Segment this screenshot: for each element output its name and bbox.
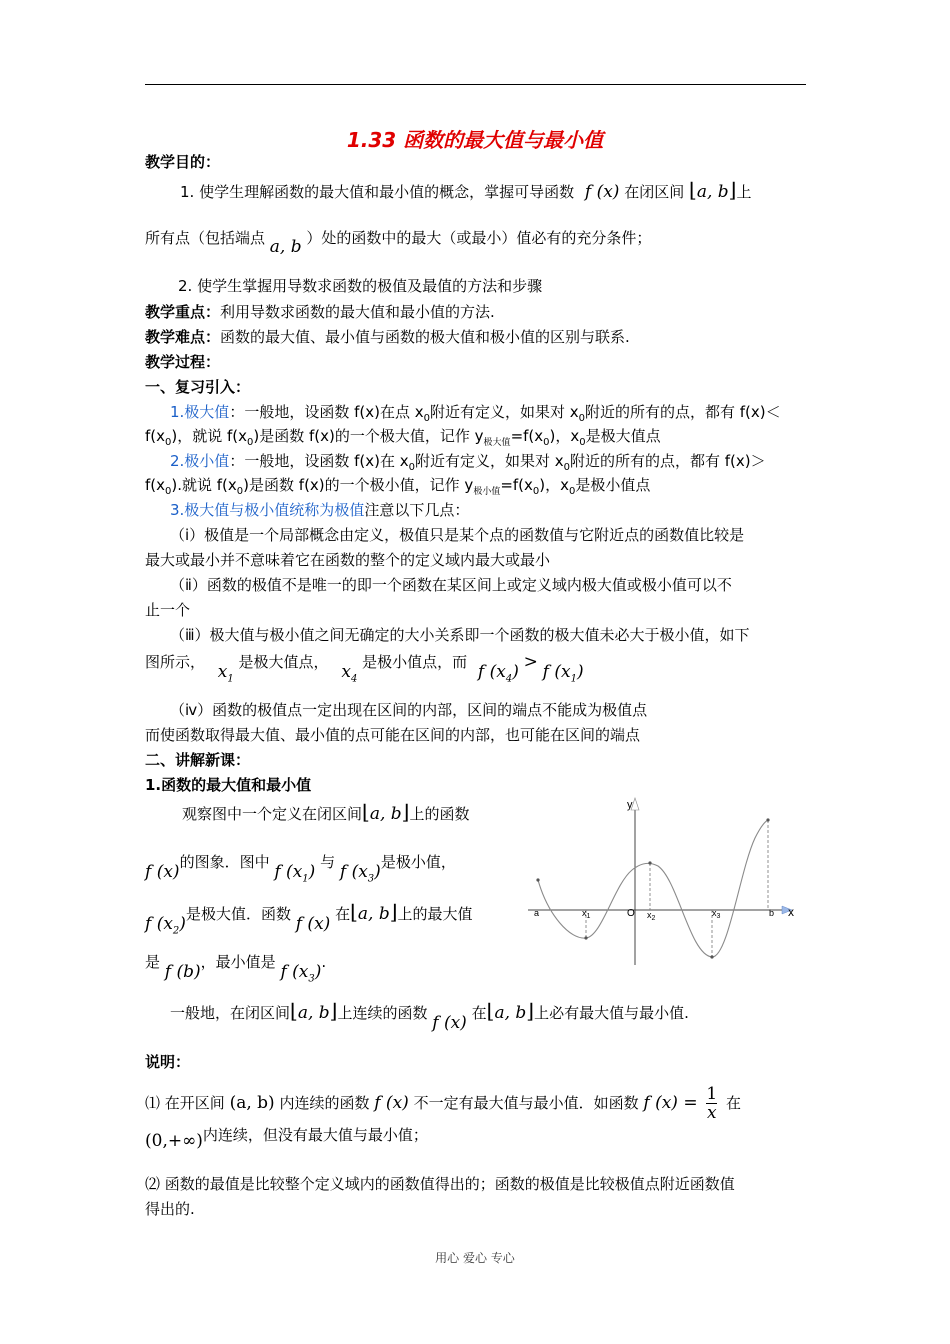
- note-2-line-2: 得出的.: [145, 1200, 195, 1218]
- point-b: [766, 818, 769, 821]
- note-1-text-d: 在: [725, 1094, 741, 1112]
- fraction: [706, 1085, 717, 1122]
- max-text-b: 附近有定义，如果对 x: [429, 403, 579, 421]
- max-label: 1.极大值: [170, 403, 230, 421]
- max-text-d: f(x: [145, 427, 166, 445]
- obs-interval-b: a, b: [357, 904, 390, 924]
- point-2-line-1: （ⅱ）函数的极值不是唯一的即一个函数在某区间上或定义域内极大值或极小值可以不: [170, 576, 732, 594]
- note-1-interval: (a, b): [229, 1093, 275, 1113]
- min-text-a: ：一般地，设函数 f(x)在 x: [229, 452, 409, 470]
- function-graph: [520, 790, 805, 970]
- min-def-line-1: [170, 451, 766, 478]
- max-text-c: 附近的所有的点，都有 f(x)＜: [585, 403, 781, 421]
- bracket-close: ⌋: [526, 999, 535, 1023]
- min-text-c: 附近的所有的点，都有 f(x)＞: [570, 452, 766, 470]
- goal-1-fx: f (x): [584, 182, 620, 202]
- note-1-text-a: ⑴ 在开区间: [145, 1094, 225, 1112]
- goal-2: 2. 使学生掌握用导数求函数的极值及最值的方法和步骤: [178, 277, 543, 295]
- obs-interval: a, b: [369, 804, 402, 824]
- goal-1-endpoints: a, b: [269, 237, 302, 257]
- obs-is: 是: [145, 953, 161, 971]
- point-1-line-1: （ⅰ）极值是一个局部概念由定义，极值只是某个点的函数值与它附近点的函数值比较是: [170, 526, 745, 544]
- x2-letter: x: [647, 910, 652, 920]
- point-x2: [648, 861, 651, 864]
- obs-fx-b: f (x): [295, 914, 331, 934]
- bracket-open: ⌊: [290, 999, 298, 1023]
- f-symbol: f (x: [477, 662, 506, 682]
- point-3-line-2: [145, 652, 584, 685]
- obs-fx: f (x): [145, 862, 180, 882]
- gen-text-c: 上必有最大值与最小值.: [534, 1004, 689, 1022]
- obs-line-2: [145, 852, 456, 885]
- obs-dot: .: [321, 953, 327, 971]
- obs-line-1: [182, 802, 469, 824]
- obs-text-e: 是极大值．函数: [185, 905, 291, 923]
- gen-interval: a, b: [297, 1003, 330, 1023]
- max-def-line-2: [145, 426, 661, 453]
- point-3-fx4: f $(x_4)$: [477, 662, 519, 685]
- function-curve: [538, 820, 768, 957]
- min-text-f: )是函数 f(x)的一个极小值，记作 y: [243, 476, 474, 494]
- sub-0: 0: [569, 486, 576, 497]
- min-text-j: 是极小值点: [575, 476, 651, 494]
- sub-0: 0: [408, 462, 415, 473]
- x3-letter: x: [712, 908, 717, 918]
- obs-text-c: 的图象．图中: [179, 853, 270, 871]
- label-x2: [647, 910, 656, 922]
- key-point: [145, 302, 495, 322]
- max-text-e: )，就说 f(x: [171, 427, 248, 445]
- extremum-text: 注意以下几点：: [364, 501, 470, 519]
- gen-interval-2: a, b: [494, 1003, 527, 1023]
- obs-text-b: 上的函数: [409, 805, 470, 823]
- goal-1-text-d: 所有点（包括端点: [145, 229, 266, 247]
- max-text-j: 是极大值点: [585, 427, 661, 445]
- min-sub-label: 极小值: [473, 487, 501, 497]
- gen-fx: f (x): [432, 1013, 467, 1033]
- bracket-close: ⌋: [329, 999, 338, 1023]
- x1-sub: 1: [586, 913, 591, 920]
- x-symbol: x: [341, 662, 351, 682]
- extremum-heading: [170, 500, 469, 520]
- new-heading: 二、讲解新课：: [145, 751, 251, 769]
- max-text-h: =f(x: [510, 427, 544, 445]
- sub-0: 0: [165, 486, 172, 497]
- point-x1: [584, 936, 587, 939]
- key-text: 利用导数求函数的最大值和最小值的方法.: [220, 303, 495, 321]
- point-3-text-b: 图所示，: [145, 653, 206, 671]
- f-symbol: f (x: [339, 862, 368, 882]
- fraction-denominator: x: [706, 1103, 717, 1123]
- note-1-text-e: 内连续，但没有最大值与最小值；: [202, 1126, 428, 1144]
- min-def-line-2: [145, 475, 650, 502]
- difficulty-label: 教学难点：: [145, 328, 221, 346]
- point-3-text-c: 是极大值点，: [238, 653, 329, 671]
- sub-0: 0: [532, 486, 540, 497]
- gen-in: 在: [471, 1004, 487, 1022]
- note-1-line-1: [145, 1085, 741, 1122]
- obs-and: 与: [320, 853, 336, 871]
- point-1-line-2: 最大或最小并不意味着它在函数的整个的定义域内最大或最小: [145, 551, 551, 569]
- sub-0: 0: [578, 413, 585, 424]
- difficulty: [145, 327, 630, 347]
- note-1-text-b: 内连续的函数: [279, 1094, 370, 1112]
- obs-line-3: [145, 900, 473, 937]
- obs-text-f: 上的最大值: [397, 905, 473, 923]
- sub-0: 0: [165, 437, 172, 448]
- x3-sub: 3: [716, 913, 721, 920]
- label-x: x: [788, 905, 794, 919]
- obs-text-a: 观察图中一个定义在闭区间: [182, 805, 363, 823]
- min-text-h: =f(x: [500, 476, 533, 494]
- bracket-open: ⌊: [350, 900, 358, 924]
- x-symbol: x: [217, 662, 228, 682]
- header-rule: [145, 84, 806, 85]
- obs-text-g: ，最小值是: [200, 953, 276, 971]
- point-4: （ⅳ）函数的极值点一定出现在区间的内部，区间的端点不能成为极值点: [170, 701, 648, 719]
- min-text-e: ).就说 f(x: [171, 476, 237, 494]
- sub-0: 0: [543, 437, 550, 448]
- goal-1-text-c: 上: [736, 183, 752, 201]
- bracket-open: ⌊: [689, 178, 697, 202]
- goal-1-interval: a, b: [696, 182, 729, 202]
- x2-sub: 2: [651, 915, 656, 922]
- gen-text-b: 上连续的函数: [337, 1004, 428, 1022]
- fraction-numerator: 1: [706, 1084, 718, 1104]
- note-1-fx2: f (x) =: [643, 1093, 698, 1113]
- bracket-open: ⌊: [486, 999, 495, 1023]
- sub-0: 0: [236, 486, 244, 497]
- key-label: 教学重点：: [145, 303, 221, 321]
- min-text-d: f(x: [145, 476, 166, 494]
- max-text-f: )是函数 f(x)的一个极大值，记作 y: [253, 427, 484, 445]
- note-1-line-2: [145, 1125, 428, 1151]
- label-y: y: [627, 799, 633, 811]
- new-subheading: 1.函数的最大值和最小值: [145, 776, 312, 794]
- f-symbol: f (x: [145, 914, 173, 934]
- goal-1-text-b: 在闭区间: [624, 183, 685, 201]
- obs-fx2: f $(x_2)$: [145, 914, 186, 937]
- goals-heading: 教学目的：: [145, 153, 221, 171]
- point-3-fx1: f $(x_1)$: [542, 662, 584, 685]
- gen-text-a: 一般地，在闭区间: [170, 1004, 291, 1022]
- point-5: 而使函数取得最大值、最小值的点可能在区间的内部，也可能在区间的端点: [145, 726, 641, 744]
- sub-0: 0: [423, 413, 430, 424]
- note-heading: 说明：: [145, 1053, 191, 1071]
- review-heading: 一、复习引入：: [145, 378, 251, 396]
- point-3-line-1: （ⅲ）极大值与极小值之间无确定的大小关系即一个函数的极大值未必大于极小值，如下: [170, 626, 750, 644]
- min-label: 2.极小值: [170, 452, 230, 470]
- x1-letter: x: [582, 908, 587, 918]
- goal-1-line-1: [180, 180, 751, 202]
- note-1-text-c: 不一定有最大值与最小值．如函数: [413, 1094, 639, 1112]
- point-x3: [710, 955, 713, 958]
- obs-in: 在: [335, 905, 351, 923]
- obs-fx3-min: f $(x_3)$: [280, 962, 322, 985]
- obs-fx3: f $(x_3)$: [339, 862, 381, 885]
- f-symbol: f (x: [542, 662, 571, 682]
- difficulty-text: 函数的最大值、最小值与函数的极大值和极小值的区别与联系.: [220, 328, 630, 346]
- max-sub-label: 极大值: [483, 438, 511, 448]
- note-1-open-interval: (0,+∞): [145, 1131, 203, 1151]
- goal-1-line-2: [145, 228, 652, 257]
- obs-line-4: [145, 952, 327, 985]
- f-symbol: f (x: [274, 862, 303, 882]
- extremum-label: 3.极大值与极小值统称为极值: [170, 501, 365, 519]
- obs-fb: f (b): [164, 962, 201, 982]
- sub-0: 0: [579, 437, 586, 448]
- point-2-line-2: 止一个: [145, 601, 191, 619]
- point-3-x4: $x_4$: [341, 662, 358, 685]
- sub-0: 0: [247, 437, 254, 448]
- goal-1-text-a: 1. 使学生理解函数的最大值和最小值的概念，掌握可导函数: [180, 183, 575, 201]
- bracket-close: ⌋: [401, 800, 410, 824]
- obs-fx1: f $(x_1)$: [274, 862, 316, 885]
- note-2-line-1: ⑵ 函数的最值是比较整个定义域内的函数值得出的；函数的极值是比较极值点附近函数值: [145, 1175, 735, 1193]
- goal-1-text-f: ）处的函数中的最大（或最小）值必有的充分条件；: [306, 229, 652, 247]
- bracket-close: ⌋: [389, 900, 398, 924]
- min-text-i: )，x: [539, 476, 570, 494]
- f-symbol: f (x: [280, 962, 309, 982]
- page-title: 1.33 函数的最大值与最小值: [346, 128, 604, 152]
- general-statement: [170, 999, 689, 1033]
- obs-text-d: 是极小值，: [380, 853, 456, 871]
- point-3-text-d: 是极小值点，而: [362, 653, 468, 671]
- label-a: a: [534, 908, 540, 918]
- sub-0: 0: [563, 462, 570, 473]
- max-def-line-1: [170, 402, 781, 429]
- bracket-close: ⌋: [728, 178, 737, 202]
- greater-than: >: [523, 652, 538, 672]
- min-text-b: 附近有定义，如果对 x: [414, 452, 564, 470]
- bracket-open: ⌊: [362, 800, 370, 824]
- note-1-fx: f (x): [374, 1093, 409, 1113]
- label-b: b: [769, 908, 775, 918]
- footer: 用心 爱心 专心: [435, 1251, 515, 1265]
- max-text-i: )，x: [549, 427, 580, 445]
- point-3-x1: $x_1$: [217, 662, 234, 685]
- label-origin: O: [627, 908, 635, 919]
- point-a: [536, 878, 539, 881]
- max-text-a: ：一般地，设函数 f(x)在点 x: [229, 403, 424, 421]
- process-label: 教学过程：: [145, 353, 221, 371]
